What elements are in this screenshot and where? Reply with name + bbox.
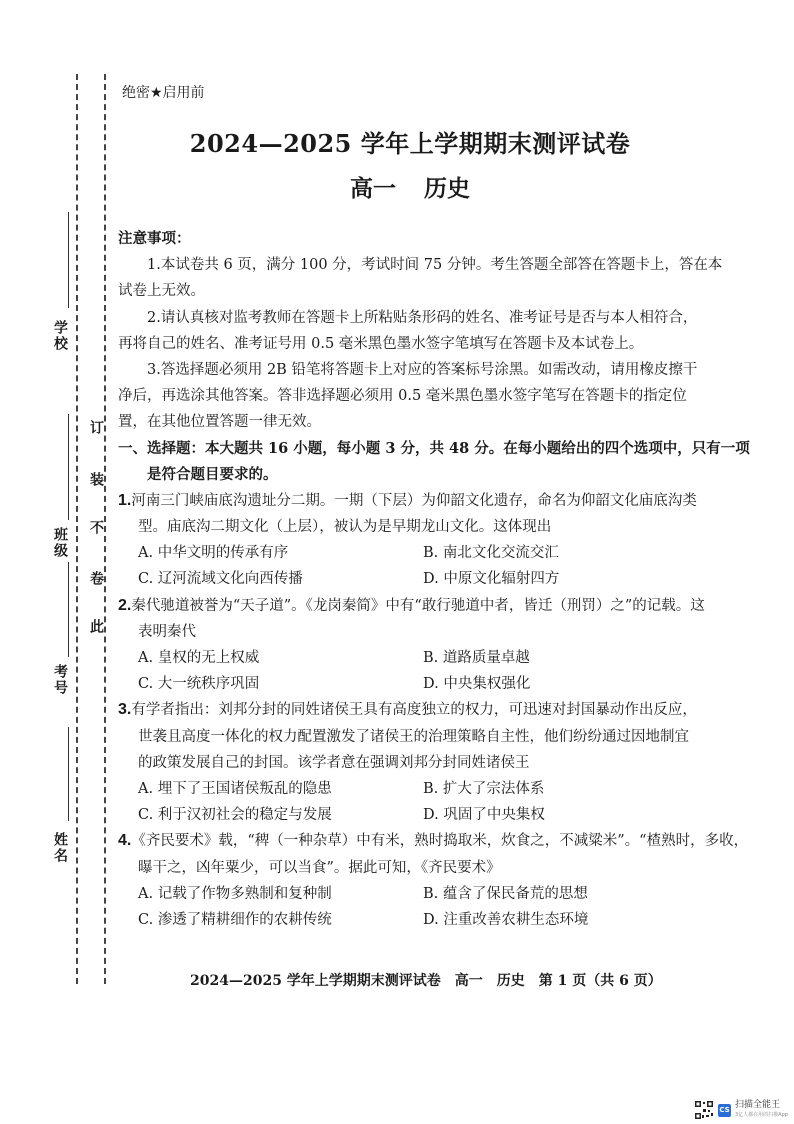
secret-mark: 绝密★启用前 [122,85,205,101]
option-a: A. 记载了作物多熟制和复种制 [138,885,332,902]
grade-label: 高一 [350,176,396,202]
exam-no-label: 考号 [52,664,68,696]
notice-line: 3.答选择题必须用 2B 铅笔将答题卡上对应的答案标号涂黑。如需改动，请用橡皮擦干 [147,361,698,378]
option-b: B. 南北文化交流交汇 [423,545,559,562]
option-c: C. 辽河流域文化向西传播 [138,571,303,588]
qr-code-icon [694,1100,714,1120]
question-stem [118,488,697,514]
seal-char: 装 [88,472,104,486]
option-b: B. 蕴含了保民备荒的思想 [423,885,588,902]
question-text: 的政策发展自己的封国。该学者意在强调刘邦分封同姓诸侯王 [138,754,530,771]
scanner-text [735,1100,788,1120]
exam-subtitle [100,170,720,203]
notice-line: 置，在其他位置答题一律无效。 [118,414,321,431]
option-row [118,802,694,828]
page-footer: 2024—2025 学年上学期期末测评试卷 高一 历史 第 1 页（共 6 页） [190,973,662,989]
question-number: 1. [118,491,132,509]
name-label: 姓名 [52,832,68,864]
scanner-badge [694,1100,788,1120]
scanner-sub: 3亿人都在用的扫描App [735,1112,788,1118]
option-b: B. 扩大了宗法体系 [423,780,545,797]
option-row [118,881,694,907]
question-stem [118,697,697,723]
option-d: D. 中央集权强化 [423,676,531,693]
question-text: 曝干之，凶年粟少，可以当食”。据此可知，《齐民要术》 [138,859,501,876]
option-d: D. 巩固了中央集权 [423,807,545,824]
notice-line: 再将自己的姓名、准考证号用 0.5 毫米黑色墨水签字笔填写在答题卡及本试卷上。 [118,335,644,352]
exam-content [118,226,750,933]
notice-line: 试卷上无效。 [118,283,205,300]
section-heading: 是符合题目要求的。 [147,465,278,483]
question-text: 有学者指出：刘邦分封的同姓诸侯王具有高度独立的权力，可迅速对封国暴动作出反应， [131,702,697,719]
option-row [118,907,694,933]
seal-char: 不 [88,520,104,534]
option-row [118,645,694,671]
option-a: A. 埋下了王国诸侯叛乱的隐患 [138,780,332,797]
question-number: 2. [118,596,132,614]
school-blank [68,212,69,308]
notice-line: 净后，再选涂其他答案。答非选择题必须用 0.5 毫米黑色墨水签字笔写在答题卡的指定位 [118,388,687,405]
option-row [118,566,694,592]
seal-char: 卷 [88,571,104,585]
option-row [118,776,694,802]
seal-char: 订 [88,420,104,434]
option-row [118,671,694,697]
option-a: A. 皇权的无上权威 [138,650,260,666]
option-row [118,540,694,566]
exam-title: 2024—2025 学年上学期期末测评试卷 [189,129,631,158]
cut-line [76,74,78,984]
question-text: 秦代驰道被誉为“天子道”。《龙岗秦简》中有“敢行驰道中者，皆迁（刑罚）之”的记载。这 [131,597,705,614]
subject-label: 历史 [424,176,470,202]
option-c: C. 大一统秩序巩固 [138,676,260,693]
option-a: A. 中华文明的传承有序 [138,545,289,562]
question-number: 4. [118,832,132,850]
question-text: 型。庙底沟二期文化（上层），被认为是早期龙山文化。这体现出 [138,519,552,536]
question-text: 表明秦代 [138,623,196,640]
question-number: 3. [118,701,132,719]
class-label: 班级 [52,527,68,559]
seal-char: 此 [88,619,104,633]
notice-line: 2.请认真核对监考教师在答题卡上所粘贴条形码的姓名、准考证号是否与本人相符合， [147,309,698,326]
question-stem [118,593,705,619]
school-label: 学校 [52,320,68,352]
question-text: 世袭且高度一体化的权力配置激发了诸侯王的治理策略自主性，他们纷纷通过因地制宜 [138,728,689,745]
notice-line: 1.本试卷共 6 页，满分 100 分，考试时间 75 分钟。考生答题全部答在答题卡上，答在本 [147,257,723,274]
question-text: 河南三门峡庙底沟遗址分二期。一期（下层）为仰韶文化遗存，命名为仰韶文化庙底沟类 [131,492,697,509]
option-d: D. 中原文化辐射四方 [423,571,560,588]
name-blank [68,727,69,821]
section-heading: 一、选择题：本大题共 16 小题，每小题 3 分，共 48 分。在每小题给出的四个选项中，只有一项 [118,439,750,457]
camscanner-logo: CS [718,1104,731,1117]
option-c: C. 利于汉初社会的稳定与发展 [138,807,332,824]
option-b: B. 道路质量卓越 [423,650,530,666]
question-stem [118,828,749,854]
exam-no-blank [68,562,69,657]
option-c: C. 渗透了精耕细作的农耕传统 [138,911,332,928]
option-d: D. 注重改善农耕生态环境 [423,911,589,928]
notice-heading: 注意事项： [118,230,191,247]
class-blank [68,414,69,520]
question-text: 《齐民要术》载，“稗（一种杂草）中有米，熟时捣取米，炊食之，不减粱米”。“楂熟时，多收， [131,833,749,850]
scanner-name: 扫描全能王 [735,1100,781,1110]
